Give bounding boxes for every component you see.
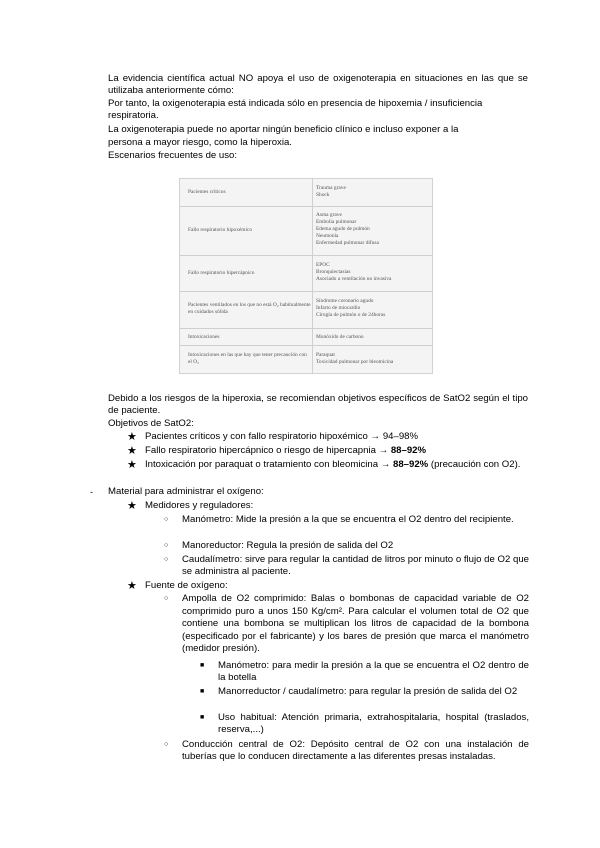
table-cell-left: Fallo respiratorio hipercápnico bbox=[188, 270, 255, 276]
table-row bbox=[180, 206, 432, 256]
table-cell-line: Síndrome coronario agudo bbox=[316, 298, 374, 304]
target-suffix: (precaución con O2). bbox=[428, 459, 521, 470]
star-bullet-icon: ★ bbox=[127, 431, 137, 443]
table-cell-right bbox=[316, 185, 428, 199]
table-cell-line: Toxicidad pulmonar por bleomicina bbox=[316, 359, 394, 365]
table-cell-right bbox=[316, 334, 428, 341]
table-cell-left: Fallo respiratorio hipoxémico bbox=[188, 227, 253, 233]
table-cell-line: Neumonía bbox=[316, 233, 339, 239]
table-row bbox=[180, 291, 432, 329]
source-heading: Fuente de oxígeno: bbox=[145, 580, 228, 591]
table-row bbox=[180, 255, 432, 292]
risks-paragraph: Debido a los riesgos de la hiperoxia, se recomiendan objetivos específicos de SatO2 según el tipo de paciente. bbox=[108, 393, 528, 417]
intro-paragraph-1: La evidencia científica actual NO apoya el uso de oxigenoterapia en situaciones en las que se utilizaba anteriormente cómo: bbox=[108, 73, 528, 97]
table-row bbox=[180, 328, 432, 346]
table-cell-line: Asociado a ventilación no invasiva bbox=[316, 276, 392, 282]
square-bullet-icon: ■ bbox=[200, 714, 205, 721]
bottle-manometer-item: Manómetro: para medir la presión a la que se encuentra el O2 dentro de la botella bbox=[218, 660, 529, 684]
reducer-item: Manoreductor: Regula la presión de salida del O2 bbox=[182, 540, 394, 551]
intro-paragraph-4: Escenarios frecuentes de uso: bbox=[108, 150, 238, 161]
table-cell-line: Embolia pulmonar bbox=[316, 219, 357, 225]
table-cell-line: Edema agudo de pulmón bbox=[316, 226, 370, 232]
star-bullet-icon: ★ bbox=[127, 459, 137, 471]
usage-item: Uso habitual: Atención primaria, extrahospitalaria, hospital (traslados, reserva,...) bbox=[218, 712, 529, 736]
intro-paragraph-3a: La oxigenoterapia puede no aportar ningún beneficio clínico e incluso exponer a la bbox=[108, 124, 459, 135]
square-bullet-icon: ■ bbox=[200, 688, 205, 695]
table-cell-line: Paraquat bbox=[316, 352, 335, 358]
table-cell-line: Bronquiectasias bbox=[316, 269, 351, 275]
central-supply-item: Conducción central de O2: Depósito central de O2 con una instalación de tuberías que lo conducen directamente a las diferentes presas instaladas. bbox=[182, 739, 529, 763]
table-cell-line: EPOC bbox=[316, 262, 330, 268]
target-text: Pacientes críticos y con fallo respiratorio hipoxémico → bbox=[145, 431, 383, 442]
table-cell-right bbox=[316, 298, 428, 319]
intro-paragraph-3b: persona a mayor riesgo, como la hiperoxia. bbox=[108, 137, 292, 148]
square-bullet-icon: ■ bbox=[200, 662, 205, 669]
table-cell-right bbox=[316, 352, 428, 366]
target-item bbox=[145, 445, 529, 457]
circle-bullet-icon: ○ bbox=[164, 595, 169, 602]
table-cell-line: Trauma grave bbox=[316, 185, 346, 191]
circle-bullet-icon: ○ bbox=[164, 741, 169, 748]
table-cell-left: Intoxicaciones en las que hay que tener precaución con el O₂ bbox=[188, 352, 307, 365]
ampolla-item: Ampolla de O2 comprimido: Balas o bombonas de capacidad variable de O2 comprimido puro a unos 150 Kg/cm². Para calcular el volumen total de O2 que contiene una bombona se multiplican los litros de capacidad de la bombona (especificado por el fabricante) y los bares de presión que marca el manómetro (medidor presión). bbox=[182, 593, 529, 655]
table-cell-line: Cirugía de pulmón o de 24horas bbox=[316, 312, 386, 318]
flowmeter-item: Caudalímetro: sirve para regular la cantidad de litros por minuto o flujo de O2 que se administra al paciente. bbox=[182, 554, 529, 578]
table-cell-left: Intoxicaciones bbox=[188, 334, 220, 340]
table-row bbox=[180, 179, 432, 206]
targets-heading: Objetivos de SatO2: bbox=[108, 418, 194, 429]
circle-bullet-icon: ○ bbox=[164, 516, 169, 523]
target-item bbox=[145, 459, 529, 471]
target-text: Intoxicación por paraquat o tratamiento con bleomicina → bbox=[145, 459, 393, 470]
table-cell-left: Pacientes ventilados en los que no está O₂ habitualmente en cuidados sólida bbox=[188, 302, 311, 315]
intro-paragraph-2: Por tanto, la oxigenoterapia está indicada sólo en presencia de hipoxemia / insuficiencia respiratoria. bbox=[108, 98, 483, 122]
regulators-heading: Medidores y reguladores: bbox=[145, 500, 254, 511]
table-cell-line: Shock bbox=[316, 192, 330, 198]
manometer-item: Manómetro: Mide la presión a la que se encuentra el O2 dentro del recipiente. bbox=[182, 514, 514, 525]
bottle-reducer-item: Manorreductor / caudalímetro: para regular la presión de salida del O2 bbox=[218, 686, 518, 697]
target-value: 94–98% bbox=[382, 431, 419, 442]
dash-bullet-icon: - bbox=[90, 487, 93, 497]
target-value: 88–92% bbox=[390, 445, 427, 456]
table-cell-right bbox=[316, 212, 428, 247]
target-text: Fallo respiratorio hipercápnico o riesgo de hipercapnia → bbox=[145, 445, 391, 456]
star-bullet-icon: ★ bbox=[127, 500, 137, 512]
target-item bbox=[145, 431, 529, 443]
table-cell-line: Enfermedad pulmonar difusa bbox=[316, 240, 379, 246]
table-cell-line: Infarto de miocardio bbox=[316, 305, 361, 311]
table-cell-right bbox=[316, 262, 428, 283]
scenarios-table bbox=[179, 178, 433, 374]
circle-bullet-icon: ○ bbox=[164, 542, 169, 549]
table-cell-left: Pacientes críticos bbox=[188, 189, 226, 195]
star-bullet-icon: ★ bbox=[127, 580, 137, 592]
circle-bullet-icon: ○ bbox=[164, 556, 169, 563]
table-row bbox=[180, 345, 432, 374]
table-cell-line: Asma grave bbox=[316, 212, 342, 218]
star-bullet-icon: ★ bbox=[127, 445, 137, 457]
target-value: 88–92% bbox=[392, 459, 429, 470]
material-heading: Material para administrar el oxígeno: bbox=[108, 486, 264, 497]
table-cell-line: Monóxido de carbono bbox=[316, 334, 364, 340]
